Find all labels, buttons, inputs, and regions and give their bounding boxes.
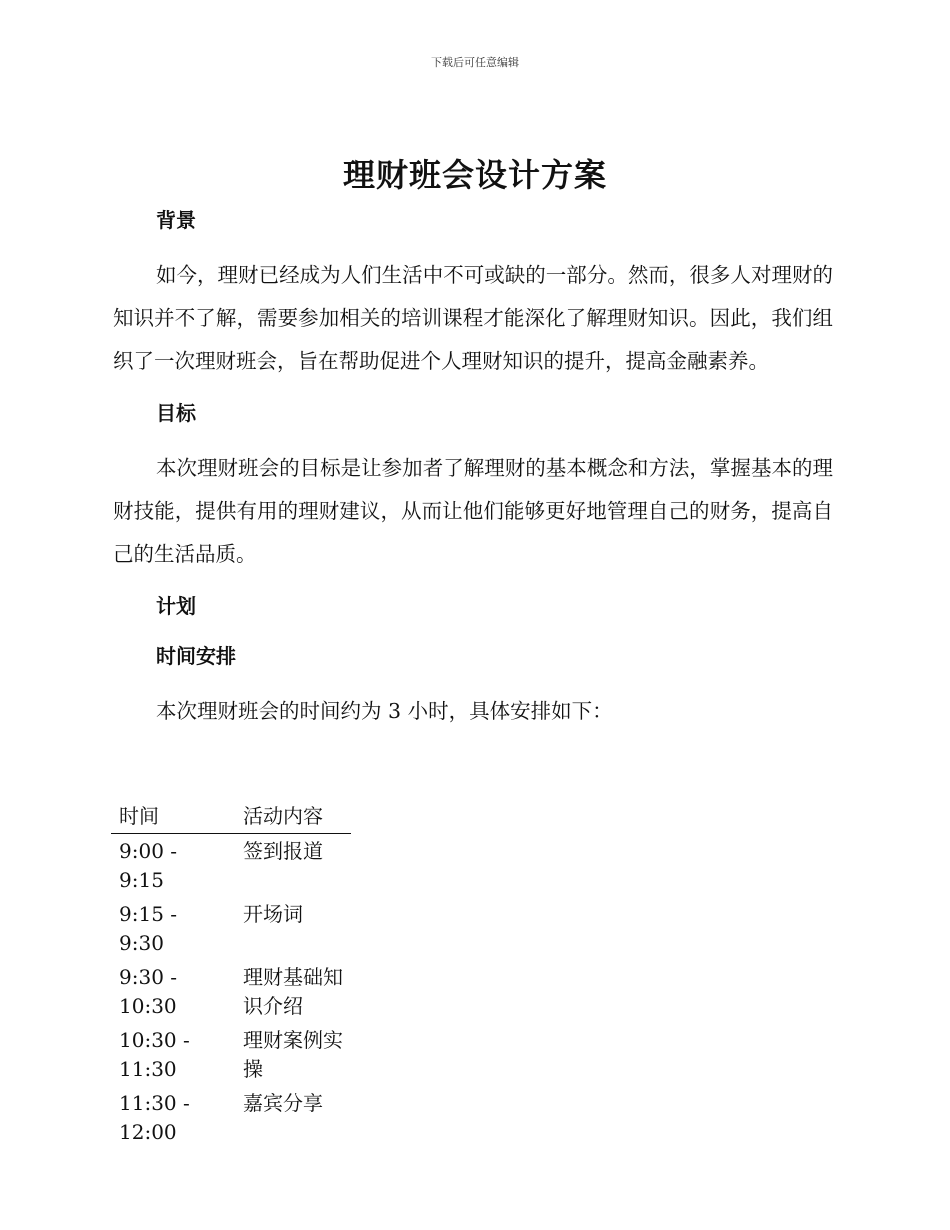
table-row (111, 834, 351, 898)
table-cell-time: 10:30 - 11:30 (119, 1028, 190, 1081)
section-heading-goal: 目标 (156, 401, 196, 425)
document-title: 理财班会设计方案 (342, 156, 607, 194)
schedule-table (111, 800, 351, 1149)
table-row (111, 897, 351, 960)
table-cell-activity: 理财案例实操 (243, 1028, 343, 1081)
table-cell-time: 9:30 - 10:30 (119, 965, 178, 1018)
table-cell-time: 9:00 - 9:15 (119, 839, 178, 892)
table-cell-time: 9:15 - 9:30 (119, 902, 178, 955)
section-heading-plan: 计划 (156, 594, 196, 618)
section-text-schedule: 本次理财班会的时间约为 3 小时，具体安排如下： (156, 699, 613, 723)
section-text-goal: 本次理财班会的目标是让参加者了解理财的基本概念和方法，掌握基本的理财技能，提供有用的理财建议，从而让他们能够更好地管理自己的财务，提高自己的生活品质。 (113, 456, 833, 566)
table-header-row (111, 800, 351, 834)
document-body (113, 200, 833, 733)
table-row (111, 1023, 351, 1086)
table-row (111, 1086, 351, 1149)
table-header-time: 时间 (111, 800, 235, 834)
header-note: 下载后可任意编辑 (431, 56, 519, 69)
section-heading-background: 背景 (156, 208, 196, 232)
table-cell-activity: 理财基础知识介绍 (243, 965, 343, 1018)
table-cell-activity: 嘉宾分享 (243, 1091, 323, 1115)
section-text-background: 如今，理财已经成为人们生活中不可或缺的一部分。然而，很多人对理财的知识并不了解，需要参加相关的培训课程才能深化了解理财知识。因此，我们组织了一次理财班会，旨在帮助促进个人理财知识的提升，提高金融素养。 (113, 263, 833, 373)
table-cell-activity: 开场词 (243, 902, 303, 926)
section-heading-schedule: 时间安排 (156, 644, 236, 668)
table-cell-time: 11:30 - 12:00 (119, 1091, 190, 1144)
schedule-table-container (111, 800, 351, 1149)
table-row (111, 960, 351, 1023)
table-cell-activity: 签到报道 (243, 839, 323, 863)
table-header-activity: 活动内容 (235, 800, 351, 834)
